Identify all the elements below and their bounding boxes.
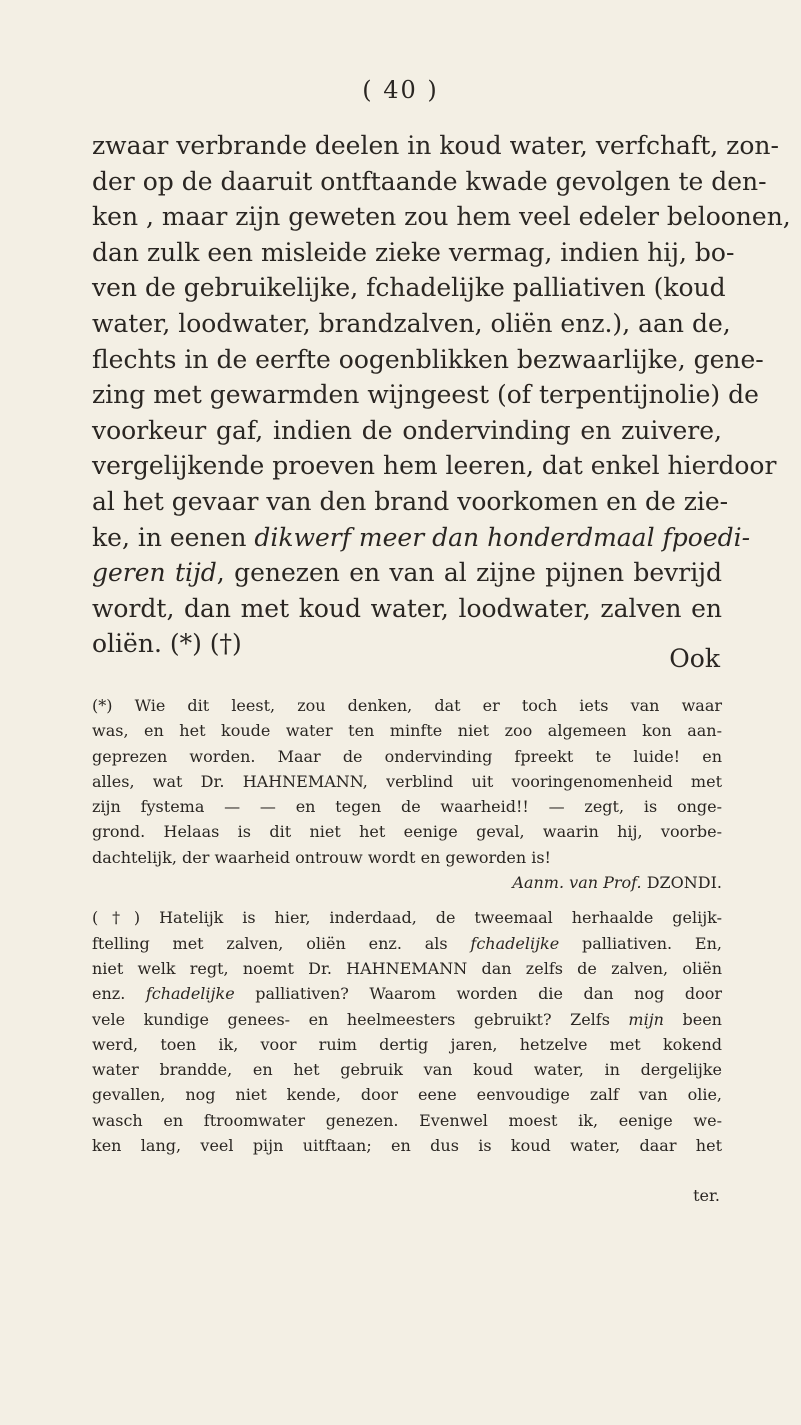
text-fragment: palliativen? Waarom worden die dan nog door <box>234 984 723 1004</box>
footnote-line <box>92 981 722 1006</box>
footnote-line: dachtelijk, der waarheid ontrouw wordt en geworden is! <box>92 847 551 867</box>
text-fragment: vele kundige genees- en heelmeesters gebruikt? Zelfs <box>92 1009 629 1029</box>
signature-name: DZONDI. <box>646 873 722 893</box>
footnote-line: geprezen worden. Maar de ondervinding fpreekt te luide! en <box>92 746 722 766</box>
catchword: Ook <box>669 644 720 673</box>
footnote-line: grond. Helaas is dit niet het eenige geval, waarin hij, voorbe- <box>92 822 722 842</box>
footnote-line <box>92 931 722 956</box>
footnote-gap <box>92 895 722 905</box>
footnote-catchword: ter. <box>693 1186 720 1205</box>
footnote-line: water brandde, en het gebruik van koud water, in dergelijke <box>92 1060 722 1080</box>
footnote-asterisk <box>92 693 722 895</box>
text-line: zing met gewarmden wijngeest (of terpentijnolie) de <box>92 380 759 410</box>
text-line: oliën. (*) (†) <box>92 629 242 659</box>
text-line: zwaar verbrande deelen in koud water, verfchaft, zon- <box>92 131 779 160</box>
text-line: flechts in de eerfte oogenblikken bezwaarlijke, gene- <box>92 344 764 374</box>
text-line: wordt, dan met koud water, loodwater, zalven en <box>92 593 722 623</box>
main-text-body <box>92 128 791 662</box>
text-line: al het gevaar van den brand voorkomen en de zie- <box>92 486 729 516</box>
emphasis-text: dikwerf meer dan honderdmaal fpoedi- <box>254 522 751 552</box>
text-line: voorkeur gaf, indien de ondervinding en zuivere, <box>92 415 722 445</box>
text-fragment: , genezen en van al zijne pijnen bevrijd <box>216 558 723 588</box>
footnote-line: niet welk regt, noemt Dr. HAHNEMANN dan zelfs de zalven, oliën <box>92 958 722 978</box>
footnote-line: ken lang, veel pijn uitftaan; en dus is koud water, daar het <box>92 1136 722 1156</box>
text-fragment: enz. <box>92 984 146 1004</box>
emphasis-text: fchadelijke <box>470 933 560 953</box>
footnote-line: was, en het koude water ten minfte niet zoo algemeen kon aan- <box>92 721 722 741</box>
footnote-line: werd, toen ik, voor ruim dertig jaren, hetzelve met kokend <box>92 1034 722 1054</box>
text-line: ven de gebruikelijke, fchadelijke palliativen (koud <box>92 273 726 303</box>
footnote-line: (†) Hatelijk is hier, inderdaad, de tweemaal herhaalde gelijk- <box>92 908 722 928</box>
footnote-line: zijn fystema — — en tegen de waarheid!! — zegt, is onge- <box>92 797 722 817</box>
text-fragment: palliativen. En, <box>559 933 722 953</box>
text-line: vergelijkende proeven hem leeren, dat enkel hierdoor <box>92 451 777 481</box>
footnote-line: (*) Wie dit leest, zou denken, dat er toch iets van waar <box>92 696 722 715</box>
text-line <box>92 555 722 591</box>
footnote-line: wasch en ftroomwater genezen. Evenwel moest ik, eenige we- <box>92 1110 722 1130</box>
signature-note: Aanm. van Prof. <box>512 873 642 893</box>
footnote-line: gevallen, nog niet kende, door eene eenvoudige zalf van olie, <box>92 1085 722 1105</box>
text-fragment: ke, in eenen <box>92 522 255 552</box>
text-line <box>92 520 751 556</box>
text-line: dan zulk een misleide zieke vermag, indien hij, bo- <box>92 237 735 267</box>
emphasis-text: geren tijd <box>92 558 217 588</box>
footnotes <box>92 693 722 1158</box>
emphasis-text: mijn <box>628 1009 664 1029</box>
text-line: water, loodwater, brandzalven, oliën enz.), aan de, <box>92 308 731 338</box>
text-line: der op de daaruit ontftaande kwade gevolgen te den- <box>92 166 767 196</box>
footnote-signature <box>92 870 722 895</box>
footnote-line: alles, wat Dr. HAHNEMANN, verblind uit vooringenomenheid met <box>92 771 722 791</box>
footnote-line <box>92 1007 722 1032</box>
emphasis-text: fchadelijke <box>145 984 235 1004</box>
page-number: ( 40 ) <box>362 76 439 104</box>
footnote-dagger <box>92 905 722 1158</box>
text-fragment: been <box>663 1009 722 1029</box>
text-fragment: ftelling met zalven, oliën enz. als <box>92 933 471 953</box>
text-line: ken , maar zijn geweten zou hem veel edeler beloonen, <box>92 202 791 232</box>
